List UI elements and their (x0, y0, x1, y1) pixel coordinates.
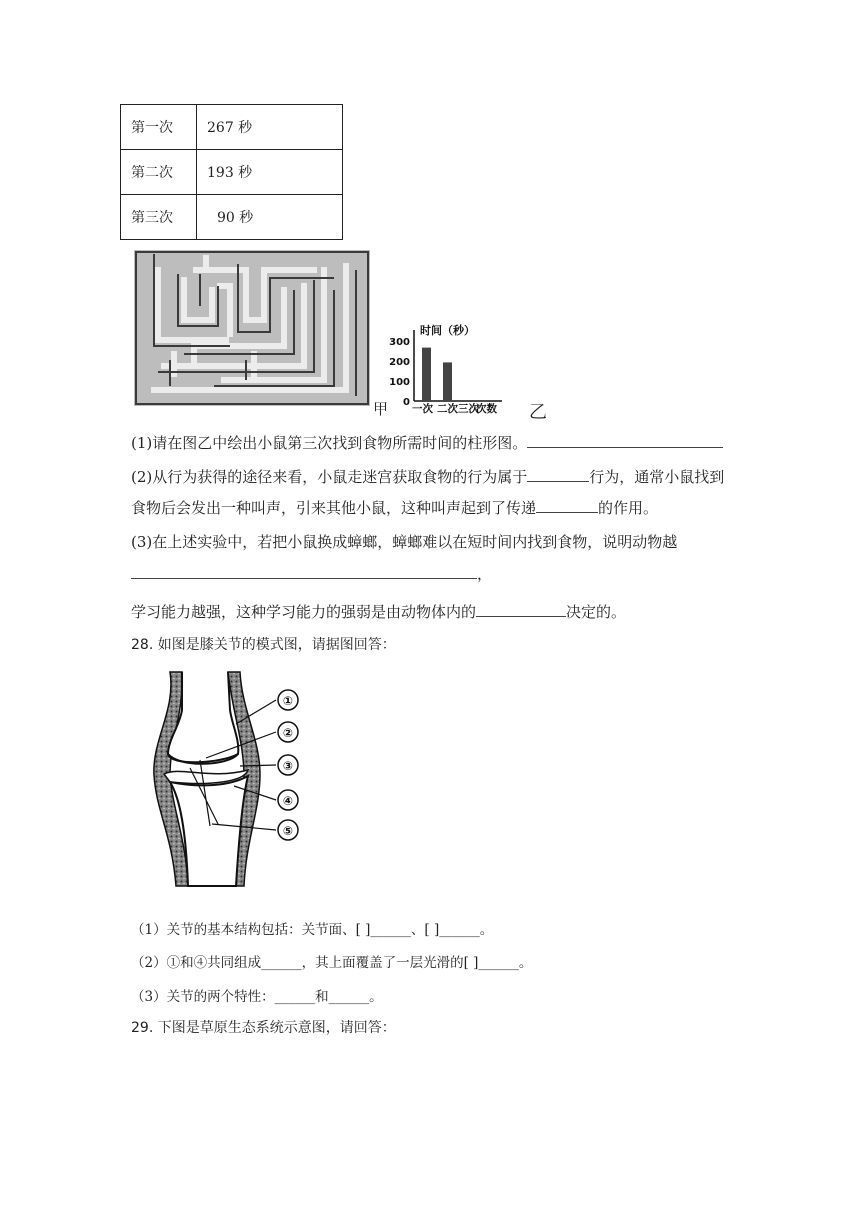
y-tick-label: 200 (389, 357, 410, 368)
y-tick-label: 100 (389, 377, 410, 388)
label-2: ② (282, 726, 294, 740)
q28-part1: （1）关节的基本结构包括：关节面、[ ]______、[ ]______。 (131, 922, 494, 938)
trial-label: 第三次 (121, 195, 197, 240)
q27-part2-text: 行为，通常小鼠找到 (589, 468, 725, 486)
trial-time: 267 秒 (197, 105, 343, 150)
y-axis-label: 时间（秒） (420, 324, 475, 337)
x-category-label: 一次 (412, 403, 433, 415)
bar (422, 348, 431, 401)
table-row (121, 150, 343, 195)
q27-part3-cont (131, 601, 626, 622)
answer-blank[interactable] (476, 601, 566, 617)
y-tick-label: 300 (389, 337, 410, 348)
trial-time: 90 秒 (197, 195, 343, 240)
table-row (121, 105, 343, 150)
label-1: ① (282, 694, 294, 708)
trial-label: 第一次 (121, 105, 197, 150)
q27-part3 (131, 532, 677, 552)
maze-figure (134, 250, 370, 406)
y-tick-label: 0 (403, 397, 410, 408)
label-4: ④ (282, 794, 294, 808)
timing-table (120, 104, 343, 240)
q27-part3-blank (131, 563, 492, 584)
x-category-label: 二次 (437, 403, 458, 415)
q28-title: 28. 如图是膝关节的模式图，请据图回答： (131, 637, 396, 653)
x-category-label: 三次 (458, 403, 479, 415)
bar-chart (384, 322, 524, 418)
label-5: ⑤ (282, 824, 294, 838)
trial-label: 第二次 (121, 150, 197, 195)
q27-part3-text: 决定的。 (566, 603, 627, 621)
figure-label-jia: 甲 (373, 400, 389, 418)
q27-part1 (131, 432, 723, 453)
x-axis-label: 次数 (476, 403, 497, 415)
q27-part1-text: (1)请在图乙中绘出小鼠第三次找到食物所需时间的柱形图。 (131, 434, 528, 452)
q27-part3-text: ， (477, 565, 493, 583)
answer-blank[interactable] (536, 497, 598, 513)
label-3: ③ (282, 759, 294, 773)
table-row (121, 195, 343, 240)
q27-part3-text: (3)在上述实验中，若把小鼠换成蟑螂，蟑螂难以在短时间内找到食物，说明动物越 (131, 533, 678, 551)
q27-part3-text: 学习能力越强，这种学习能力的强弱是由动物体内的 (131, 603, 477, 621)
answer-blank[interactable] (131, 563, 477, 579)
knee-joint-diagram (140, 670, 312, 888)
q27-part2 (131, 466, 724, 487)
q28-part3: （3）关节的两个特性：______和______。 (131, 989, 383, 1005)
answer-blank[interactable] (527, 432, 723, 448)
trial-time: 193 秒 (197, 150, 343, 195)
q27-part2-text: (2)从行为获得的途径来看，小鼠走迷宫获取食物的行为属于 (131, 468, 528, 486)
answer-blank[interactable] (527, 466, 589, 482)
q27-part2-cont (131, 497, 658, 518)
q28-part2: （2）①和④共同组成______，其上面覆盖了一层光滑的[ ]______。 (131, 955, 533, 971)
q29-title: 29. 下图是草原生态系统示意图，请回答： (131, 1020, 396, 1036)
figure-label-yi: 乙 (529, 402, 547, 423)
q27-part2-text: 食物后会发出一种叫声，引来其他小鼠，这种叫声起到了传递 (131, 499, 537, 517)
q27-part2-text: 的作用。 (598, 499, 659, 517)
bar (443, 362, 452, 401)
